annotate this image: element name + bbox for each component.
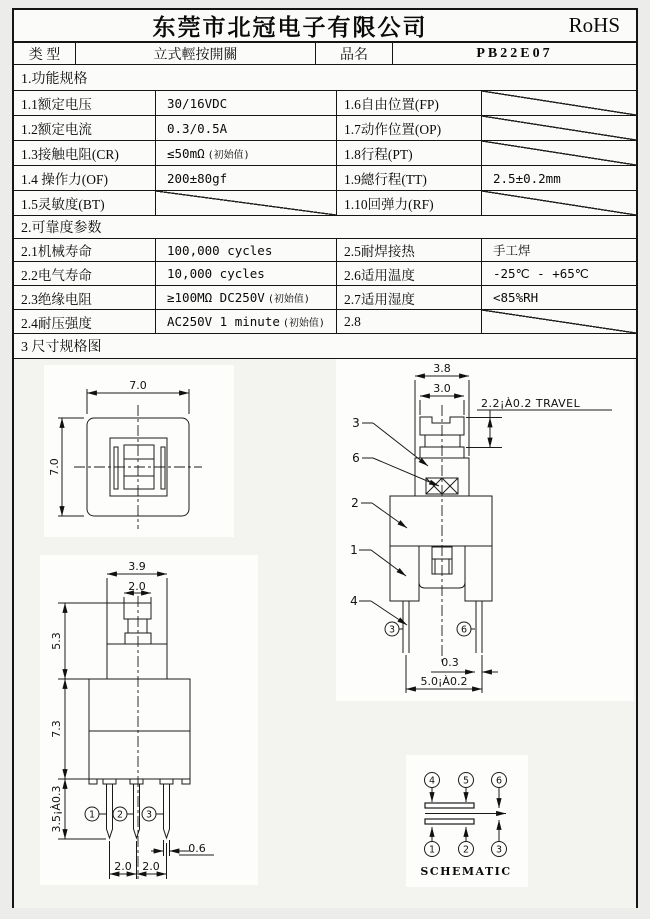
spec-label: 1.6自由位置(FP) — [336, 91, 481, 115]
dim-body-height: 7.3 — [50, 720, 63, 738]
header-row — [14, 10, 636, 43]
spec-value — [155, 286, 336, 309]
spec-value-main: AC250V 1 minute — [167, 314, 280, 329]
spec-label: 1.2额定电流 — [21, 122, 92, 137]
spec-label: 2.7适用湿度 — [336, 286, 481, 309]
schematic-pin-5: 5 — [462, 775, 470, 787]
dim-pin-width: 0.6 — [188, 842, 206, 855]
spec-value — [155, 310, 336, 333]
spec-value-empty — [481, 91, 636, 115]
dim-cap-width: 3.0 — [433, 382, 451, 395]
dim-travel: 2.2¡À0.2 TRAVEL — [481, 397, 581, 410]
spec-value-empty — [481, 191, 636, 215]
datasheet-sheet — [12, 8, 638, 908]
schematic-pin-2: 2 — [462, 844, 470, 856]
spec-label: 2.5耐焊接热 — [336, 239, 481, 261]
spec-value — [155, 141, 336, 165]
type-value: 立式輕按開關 — [75, 43, 315, 64]
spec-value: -25℃ - +65℃ — [481, 262, 636, 285]
dim-pin-length: 3.5¡À0.3 — [50, 785, 63, 833]
spec-row-1-5 — [14, 191, 636, 216]
pin-number-2: 2 — [116, 809, 124, 821]
type-row — [14, 43, 636, 65]
spec-row-1-4 — [14, 166, 636, 191]
spec-label: 2.3绝缘电阻 — [21, 291, 92, 307]
spec-label: 1.4 操作力(OF) — [21, 172, 108, 187]
dim-pitch-a: 2.0 — [114, 860, 132, 873]
spec-value: 手工焊 — [481, 239, 636, 261]
schematic-pin-1: 1 — [428, 844, 436, 856]
front-view — [40, 555, 258, 885]
spec-value-note: (初始值) — [207, 149, 250, 161]
contact-bar-top — [425, 803, 474, 808]
section-3-header: 3 尺寸规格图 — [14, 334, 636, 359]
rohs-badge: RoHS — [568, 13, 620, 37]
spec-value-empty — [481, 116, 636, 140]
spec-label: 2.1机械寿命 — [21, 244, 92, 259]
spec-row-1-1 — [14, 91, 636, 116]
spec-label: 2.4耐压强度 — [21, 315, 92, 331]
spec-row-2-1 — [14, 239, 636, 262]
spec-value: 10,000 cycles — [155, 262, 336, 285]
spec-value-empty — [481, 141, 636, 165]
callout-2: 2 — [351, 496, 359, 510]
leg-number-6: 6 — [460, 624, 468, 636]
spec-row-2-2 — [14, 262, 636, 286]
spec-value-empty — [155, 191, 336, 215]
pin-number-3: 3 — [145, 809, 153, 821]
spec-label: 1.7动作位置(OP) — [336, 116, 481, 140]
spec-value: 200±80gf — [155, 166, 336, 190]
leg-number-3: 3 — [388, 624, 396, 636]
callout-4: 4 — [350, 594, 358, 608]
schematic — [406, 755, 528, 887]
spec-label: 1.3接触电阻(CR) — [21, 147, 119, 162]
side-view — [336, 359, 634, 701]
spec-label: 1.1额定电压 — [21, 97, 92, 112]
dimension-drawings — [14, 359, 636, 908]
schematic-pin-4: 4 — [428, 775, 436, 787]
dim-housing-width: 3.8 — [433, 362, 451, 375]
spec-value-note: (初始值) — [282, 318, 325, 329]
spec-label: 2.2电气寿命 — [21, 267, 92, 283]
callout-3: 3 — [352, 416, 360, 430]
type-label: 类 型 — [28, 47, 61, 63]
callout-6: 6 — [352, 451, 360, 465]
spec-label: 2.6适用温度 — [336, 262, 481, 285]
spec-value: <85%RH — [481, 286, 636, 309]
spec-value-note: (初始值) — [267, 294, 310, 305]
top-view — [44, 365, 234, 537]
schematic-pin-6: 6 — [495, 775, 503, 787]
spec-label: 2.8 — [336, 310, 481, 333]
callout-1: 1 — [350, 543, 358, 557]
contact-bar-bottom — [425, 819, 474, 824]
spec-value-main: ≤50mΩ — [167, 145, 205, 161]
spec-label: 1.9總行程(TT) — [336, 166, 481, 190]
dim-stem-width: 2.0 — [128, 580, 146, 593]
spec-value: 100,000 cycles — [155, 239, 336, 261]
spec-row-1-2 — [14, 116, 636, 141]
spec-row-2-3 — [14, 286, 636, 310]
spec-value-empty — [481, 310, 636, 333]
spec-label: 1.10回弹力(RF) — [336, 191, 481, 215]
spec-label: 1.5灵敏度(BT) — [21, 197, 105, 212]
spec-row-2-4 — [14, 310, 636, 334]
spec-value: 30/16VDC — [155, 91, 336, 115]
partname-value: PB22E07 — [392, 43, 636, 64]
dim-leg-thickness: 0.3 — [441, 656, 459, 669]
spec-value: 2.5±0.2mm — [481, 166, 636, 190]
dim-top-width: 7.0 — [129, 379, 147, 392]
dim-body-width: 3.9 — [128, 560, 146, 573]
spec-value: 0.3/0.5A — [155, 116, 336, 140]
dim-top-height: 7.0 — [48, 458, 61, 476]
schematic-label: SCHEMATIC — [420, 865, 512, 878]
dim-stem-height: 5.3 — [50, 632, 63, 650]
company-title: 东莞市北冠电子有限公司 — [152, 15, 428, 40]
section-1-header: 1.功能规格 — [14, 65, 636, 91]
schematic-pin-3: 3 — [495, 844, 503, 856]
pin-number-1: 1 — [88, 809, 96, 821]
dim-pitch-b: 2.0 — [142, 860, 160, 873]
spec-value-main: ≥100MΩ DC250V — [167, 290, 265, 305]
spec-row-1-3 — [14, 141, 636, 166]
dim-leg-span: 5.0¡À0.2 — [420, 675, 468, 688]
section-2-header: 2.可靠度参数 — [14, 216, 636, 239]
spec-label: 1.8行程(PT) — [336, 141, 481, 165]
partname-label: 品名 — [315, 43, 392, 64]
drawing-canvas — [14, 359, 636, 907]
